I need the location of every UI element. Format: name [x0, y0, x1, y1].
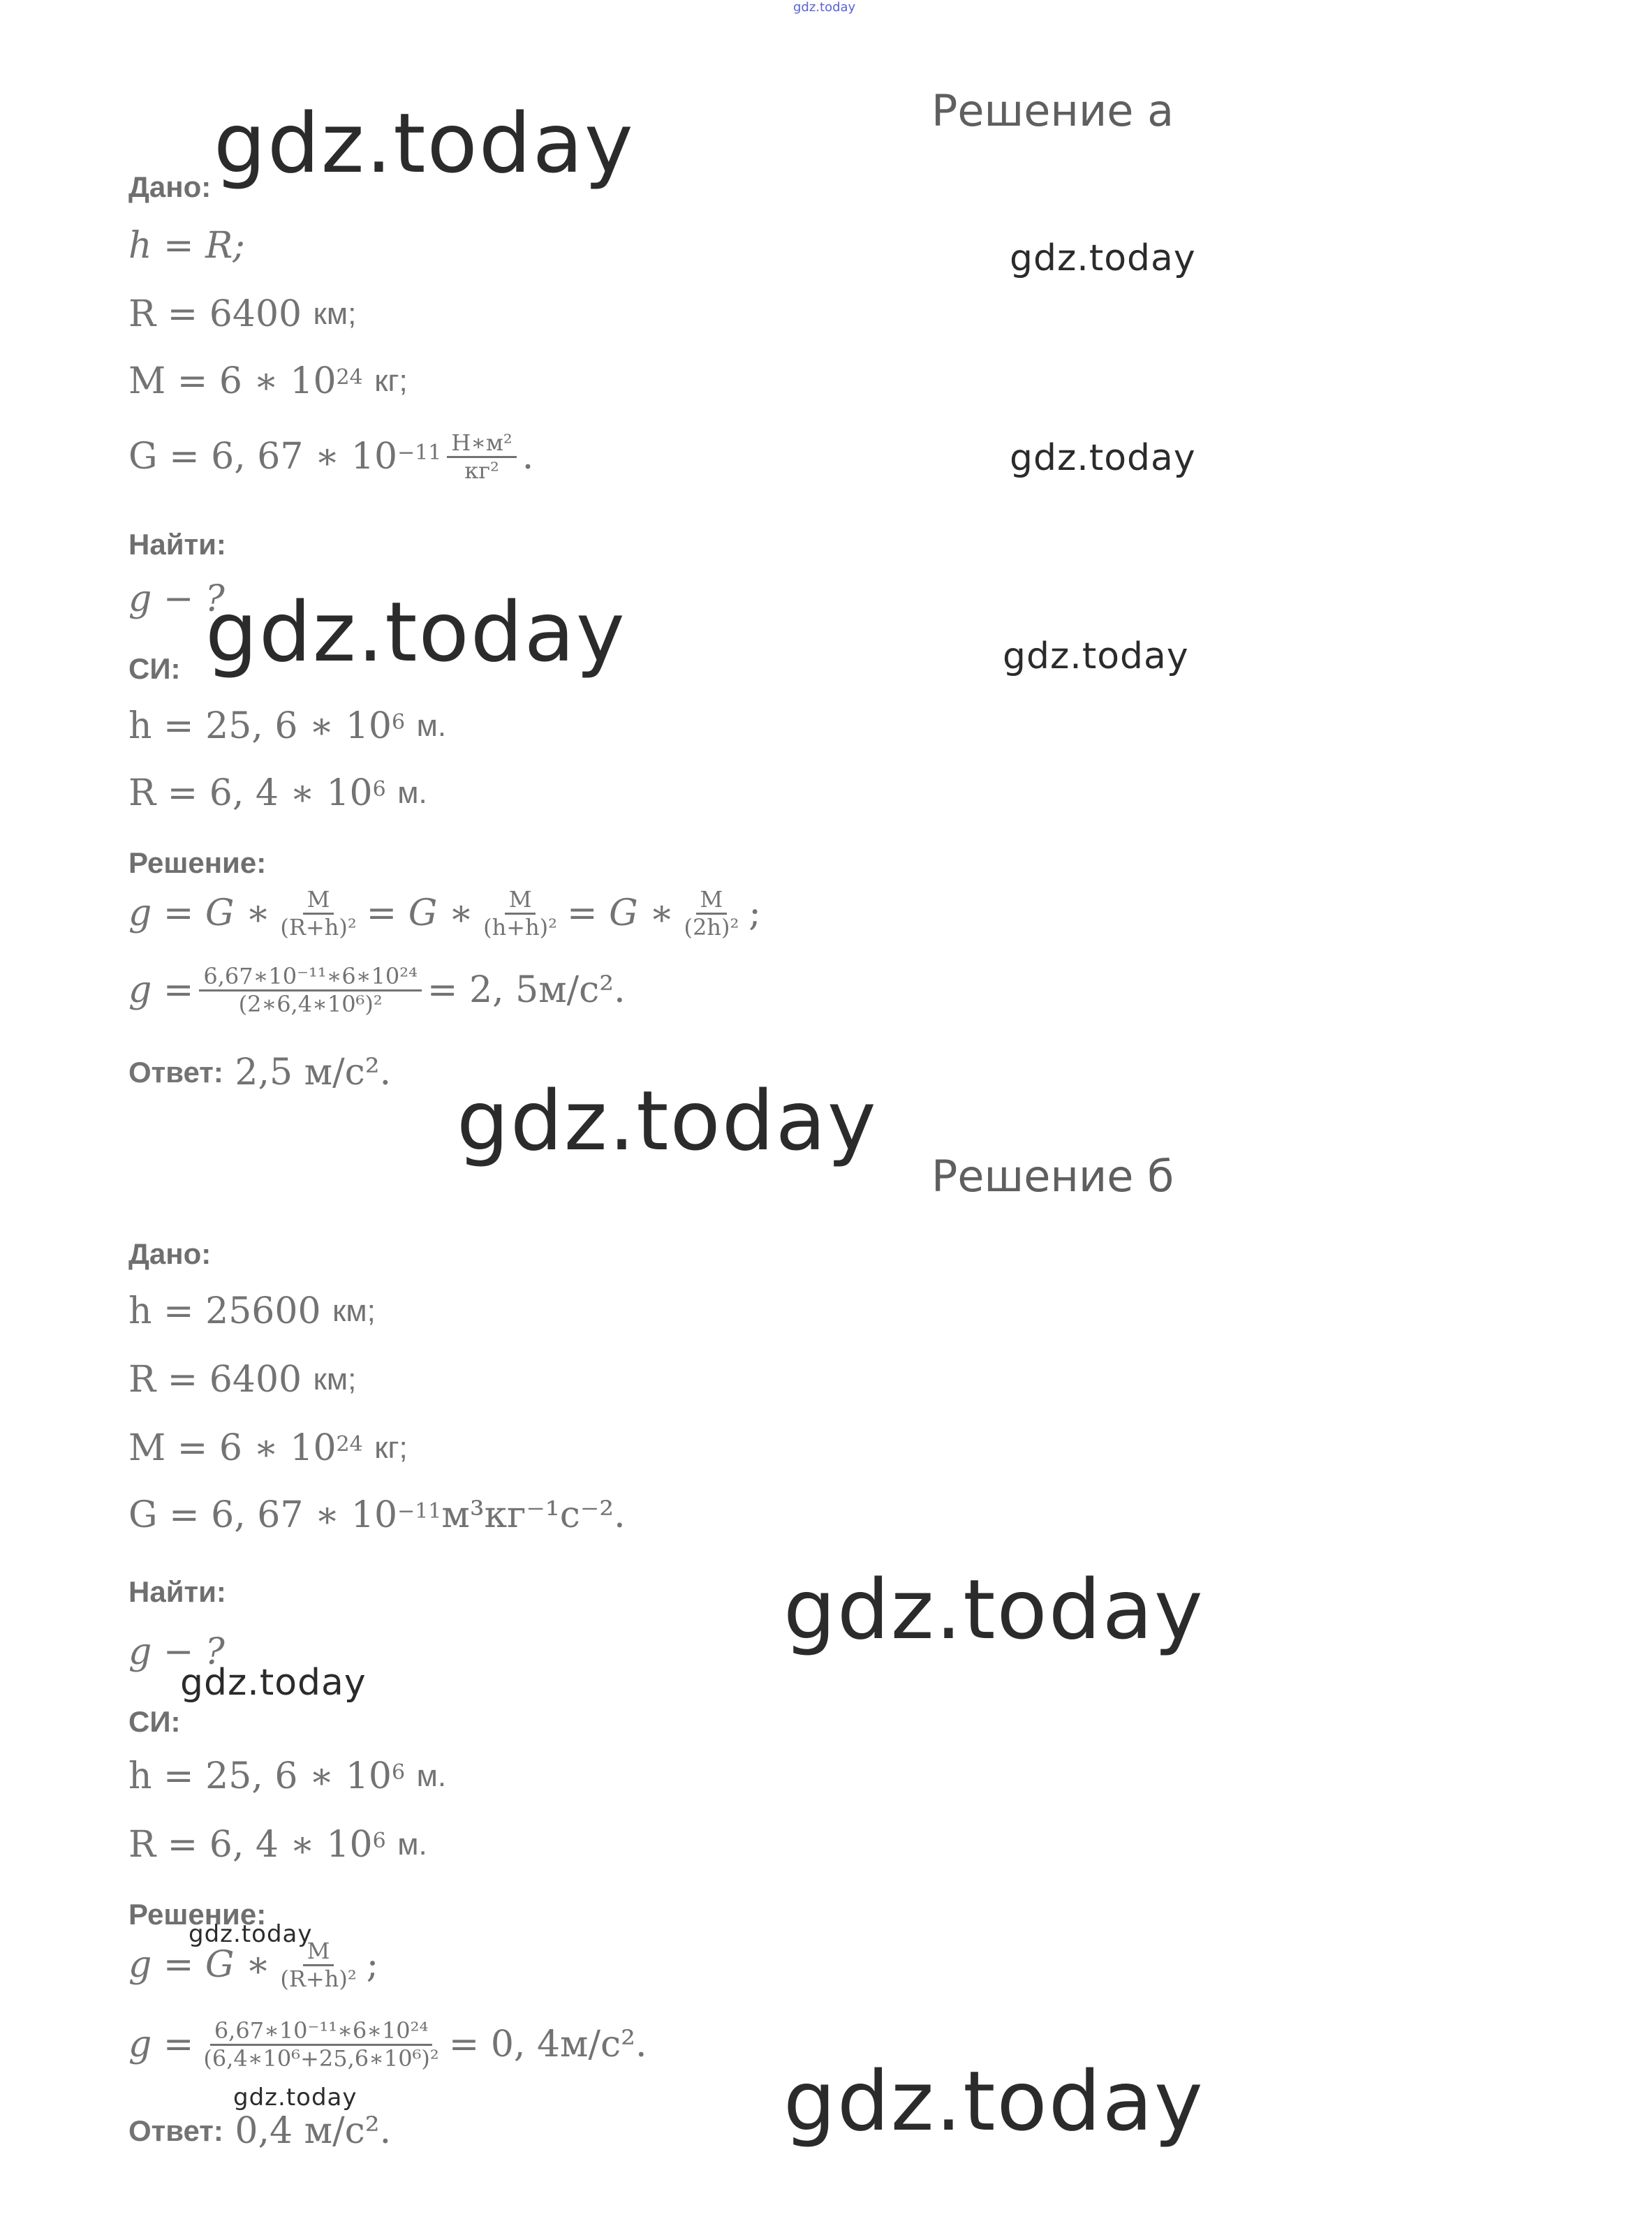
formula-mid-1: = G ∗: [366, 892, 474, 935]
si-R-a: [128, 772, 427, 814]
h-value: h = 25600: [128, 1290, 321, 1332]
calc-numerator: 6,67∗10⁻¹¹∗6∗10²⁴: [199, 964, 422, 992]
G-unit-fraction: [447, 430, 516, 484]
G-exponent: −11: [397, 1498, 442, 1524]
R-value: R = 6400: [128, 1359, 302, 1401]
M-unit: кг;: [374, 364, 408, 398]
si-R-exponent: 6: [372, 776, 386, 802]
answer-label: Ответ:: [128, 1056, 223, 1089]
find-label-a: Найти:: [128, 528, 226, 561]
watermark: gdz.today: [457, 1073, 878, 1169]
formula-start: g = G ∗: [128, 1944, 271, 1987]
G-unit-denominator: кг²: [464, 457, 499, 484]
answer-value: 0,4 м/с².: [235, 2110, 392, 2152]
g-unknown: g − ?: [128, 578, 225, 620]
calc-fraction: [199, 2018, 443, 2072]
given-label-a: Дано:: [128, 170, 212, 203]
fraction-3: [680, 887, 744, 941]
si-label-b: СИ:: [128, 1705, 181, 1738]
top-site-link[interactable]: gdz.today: [793, 0, 856, 15]
fraction-den: (R+h)²: [280, 1965, 357, 1992]
si-R-unit: м.: [397, 776, 427, 810]
calc-start: g =: [128, 2024, 194, 2066]
si-h-value: h = 25, 6 ∗ 10: [128, 705, 392, 747]
calc-result: = 0, 4м/с².: [448, 2024, 647, 2066]
G-units: м³кг⁻¹с⁻².: [441, 1494, 626, 1536]
fraction-3-den: (2h)²: [684, 913, 739, 941]
formula-end: ;: [748, 892, 761, 935]
si-h-unit: м.: [416, 709, 447, 743]
fraction-1: [276, 887, 360, 941]
si-h-unit: м.: [416, 1759, 447, 1793]
formula-mid-2: = G ∗: [566, 892, 674, 935]
G-unit-numerator: Н∗м²: [447, 430, 516, 458]
G-exponent: −11: [397, 440, 442, 465]
fraction-2-den: (h+h)²: [483, 913, 557, 941]
watermark: gdz.today: [783, 1561, 1204, 1658]
M-value: M = 6 ∗ 10: [128, 360, 337, 402]
h-unit: км;: [332, 1294, 376, 1328]
fraction-2-num: M: [505, 887, 536, 915]
si-label-a: СИ:: [128, 652, 181, 685]
watermark: gdz.today: [1010, 437, 1196, 479]
given-label-b: Дано:: [128, 1237, 212, 1270]
fraction-2: [479, 887, 561, 941]
si-R-exponent: 6: [372, 1828, 386, 1853]
given-R-a: [128, 293, 356, 335]
given-G-b: [128, 1494, 626, 1536]
watermark: gdz.today: [214, 95, 635, 191]
watermark: gdz.today: [233, 2084, 357, 2112]
fraction-1-den: (R+h)²: [280, 913, 357, 941]
si-h-b: [128, 1755, 446, 1797]
calc-numerator: 6,67∗10⁻¹¹∗6∗10²⁴: [210, 2018, 433, 2046]
M-unit: кг;: [374, 1431, 408, 1465]
M-exponent: 24: [336, 364, 363, 390]
watermark: gdz.today: [189, 1920, 313, 1948]
si-R-b: [128, 1824, 427, 1866]
given-M-b: [128, 1427, 408, 1469]
part-b-title: Решение б: [931, 1151, 1174, 1202]
R-value: R = 6400: [128, 293, 302, 335]
si-h-exponent: 6: [392, 1760, 406, 1785]
watermark: gdz.today: [1003, 635, 1189, 677]
formula-a: [128, 887, 761, 941]
formula-end: ;: [366, 1944, 379, 1987]
watermark: gdz.today: [1010, 237, 1196, 279]
g-unknown: g − ?: [128, 1631, 225, 1673]
h-equation: h = R;: [128, 225, 245, 267]
fraction-3-num: M: [696, 887, 728, 915]
given-h-a: [128, 225, 245, 267]
si-R-value: R = 6, 4 ∗ 10: [128, 772, 373, 814]
answer-value: 2,5 м/с².: [235, 1052, 392, 1093]
watermark: gdz.today: [783, 2053, 1204, 2149]
formula-start: g = G ∗: [128, 892, 271, 935]
answer-b: [128, 2110, 391, 2152]
given-M-a: [128, 360, 408, 402]
given-R-b: [128, 1359, 356, 1401]
given-h-b: [128, 1290, 376, 1332]
R-unit: км;: [313, 1362, 357, 1396]
solution-label-b: Решение:: [128, 1898, 267, 1931]
M-value: M = 6 ∗ 10: [128, 1427, 337, 1469]
G-value: G = 6, 67 ∗ 10: [128, 1494, 398, 1536]
solution-label-a: Решение:: [128, 846, 267, 879]
si-R-unit: м.: [397, 1827, 427, 1862]
calculation-b: [128, 2018, 647, 2072]
G-value: G = 6, 67 ∗ 10: [128, 436, 398, 478]
watermark: gdz.today: [180, 1662, 367, 1704]
fraction-1-num: M: [303, 887, 334, 915]
si-h-exponent: 6: [392, 709, 406, 735]
answer-label: Ответ:: [128, 2114, 223, 2147]
si-h-value: h = 25, 6 ∗ 10: [128, 1755, 392, 1797]
si-R-value: R = 6, 4 ∗ 10: [128, 1824, 373, 1866]
fraction-num: M: [303, 1938, 334, 1966]
calc-fraction: [199, 964, 422, 1017]
calc-result: = 2, 5м/с².: [427, 969, 626, 1012]
given-G-a: G = 6, 67 ∗ 10 $^{-11}$ $\frac{\text{Н∗м²}}{\text{кг²}}$ .: [128, 429, 534, 484]
answer-a: [128, 1052, 391, 1093]
M-exponent: 24: [336, 1431, 363, 1457]
R-unit: км;: [313, 297, 357, 331]
watermark: gdz.today: [205, 584, 626, 680]
calc-denominator: (6,4∗10⁶+25,6∗10⁶)²: [203, 2044, 439, 2072]
calc-denominator: (2∗6,4∗10⁶)²: [238, 990, 383, 1017]
calc-start: g =: [128, 969, 194, 1012]
calculation-a: [128, 964, 626, 1017]
part-a-title: Решение а: [931, 85, 1174, 136]
find-label-b: Найти:: [128, 1575, 226, 1608]
si-h-a: [128, 705, 446, 747]
